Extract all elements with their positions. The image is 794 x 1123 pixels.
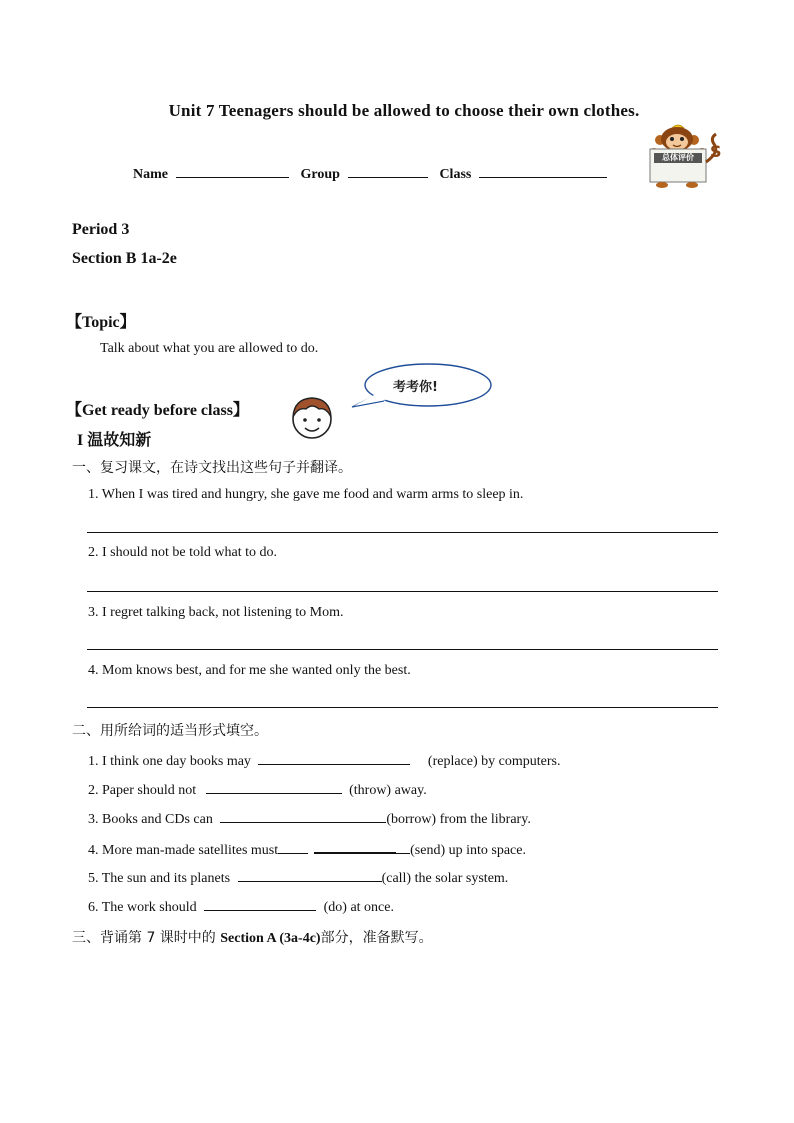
part3-text-post: 部分，准备默写。	[320, 930, 433, 946]
fill-item-5-text: 5. The sun and its planets	[88, 871, 231, 886]
fill-blank-5[interactable]	[238, 868, 382, 882]
group-label: Group	[300, 167, 340, 182]
sentence-4: 4. Mom knows best, and for me she wanted only the best.	[88, 663, 411, 678]
answer-line-4[interactable]	[87, 707, 718, 708]
sentence-1: 1. When I was tired and hungry, she gave me food and warm arms to sleep in.	[88, 487, 524, 502]
fill-item-4	[88, 839, 526, 859]
fill-item-2-text: 2. Paper should not	[88, 783, 197, 798]
review-heading	[77, 427, 151, 450]
get-ready-heading: 【Get ready before class】	[66, 402, 249, 419]
part3-section-ref: Section A (3a-4c)	[220, 931, 321, 946]
fill-item-3-hint: (borrow) from the library.	[386, 812, 531, 827]
fill-item-5-hint: (call) the solar system.	[381, 871, 509, 886]
fill-item-3-text: 3. Books and CDs can	[88, 812, 213, 827]
fill-blank-3[interactable]	[220, 809, 386, 823]
student-info-row	[133, 163, 615, 183]
fill-item-6	[88, 897, 394, 916]
name-blank[interactable]	[176, 163, 289, 178]
part3-instruction	[72, 927, 433, 947]
badge-label: 总体评价	[662, 153, 694, 162]
answer-line-2[interactable]	[87, 591, 718, 592]
part3-text-pre: 三、背诵第 7 课时中的	[72, 930, 221, 946]
sentence-2: 2. I should not be told what to do.	[88, 545, 277, 560]
group-blank[interactable]	[348, 163, 428, 178]
fill-blank-2[interactable]	[206, 780, 342, 794]
fill-item-3	[88, 809, 531, 828]
fill-item-6-hint: (do) at once.	[323, 900, 394, 915]
name-label: Name	[133, 167, 168, 182]
answer-line-1[interactable]	[87, 532, 718, 533]
fill-item-1	[88, 751, 560, 770]
class-blank[interactable]	[479, 163, 607, 178]
speech-bubble	[350, 361, 495, 411]
sentence-3: 3. I regret talking back, not listening to Mom.	[88, 605, 344, 620]
fill-blank-1[interactable]	[258, 751, 410, 765]
period-label: Period 3	[72, 221, 130, 238]
fill-item-4-text: 4. More man-made satellites must	[88, 843, 279, 858]
fill-item-2-hint: (throw) away.	[349, 783, 427, 798]
worksheet-title: Unit 7 Teenagers should be allowed to choose their own clothes.	[168, 101, 640, 120]
fill-item-5	[88, 868, 508, 887]
fill-blank-4a[interactable]	[278, 840, 308, 854]
cartoon-boy-icon	[286, 393, 338, 441]
bubble-text: 考考你!	[393, 380, 438, 395]
fill-blank-4c[interactable]	[396, 840, 410, 854]
section-label: Section B 1a-2e	[72, 250, 177, 267]
part2-instruction: 二、用所给词的适当形式填空。	[72, 723, 268, 739]
fill-item-1-hint: (replace) by computers.	[427, 754, 561, 769]
fill-item-4-hint: (send) up into space.	[410, 843, 526, 858]
badge-tail-letter: S	[710, 142, 722, 161]
class-label: Class	[439, 167, 472, 182]
fill-blank-4b[interactable]	[314, 839, 396, 854]
fill-item-2	[88, 780, 427, 799]
fill-item-6-text: 6. The work should	[88, 900, 197, 915]
topic-text: Talk about what you are allowed to do.	[100, 341, 319, 356]
review-heading-text: I 温故知新	[77, 432, 152, 449]
fill-blank-6[interactable]	[204, 897, 316, 911]
monkey-evaluation-badge	[644, 122, 728, 190]
answer-line-3[interactable]	[87, 649, 718, 650]
topic-heading: 【Topic】	[66, 314, 136, 331]
part1-instruction: 一、复习课文，在诗文找出这些句子并翻译。	[72, 460, 352, 476]
fill-item-1-text: 1. I think one day books may	[88, 754, 251, 769]
